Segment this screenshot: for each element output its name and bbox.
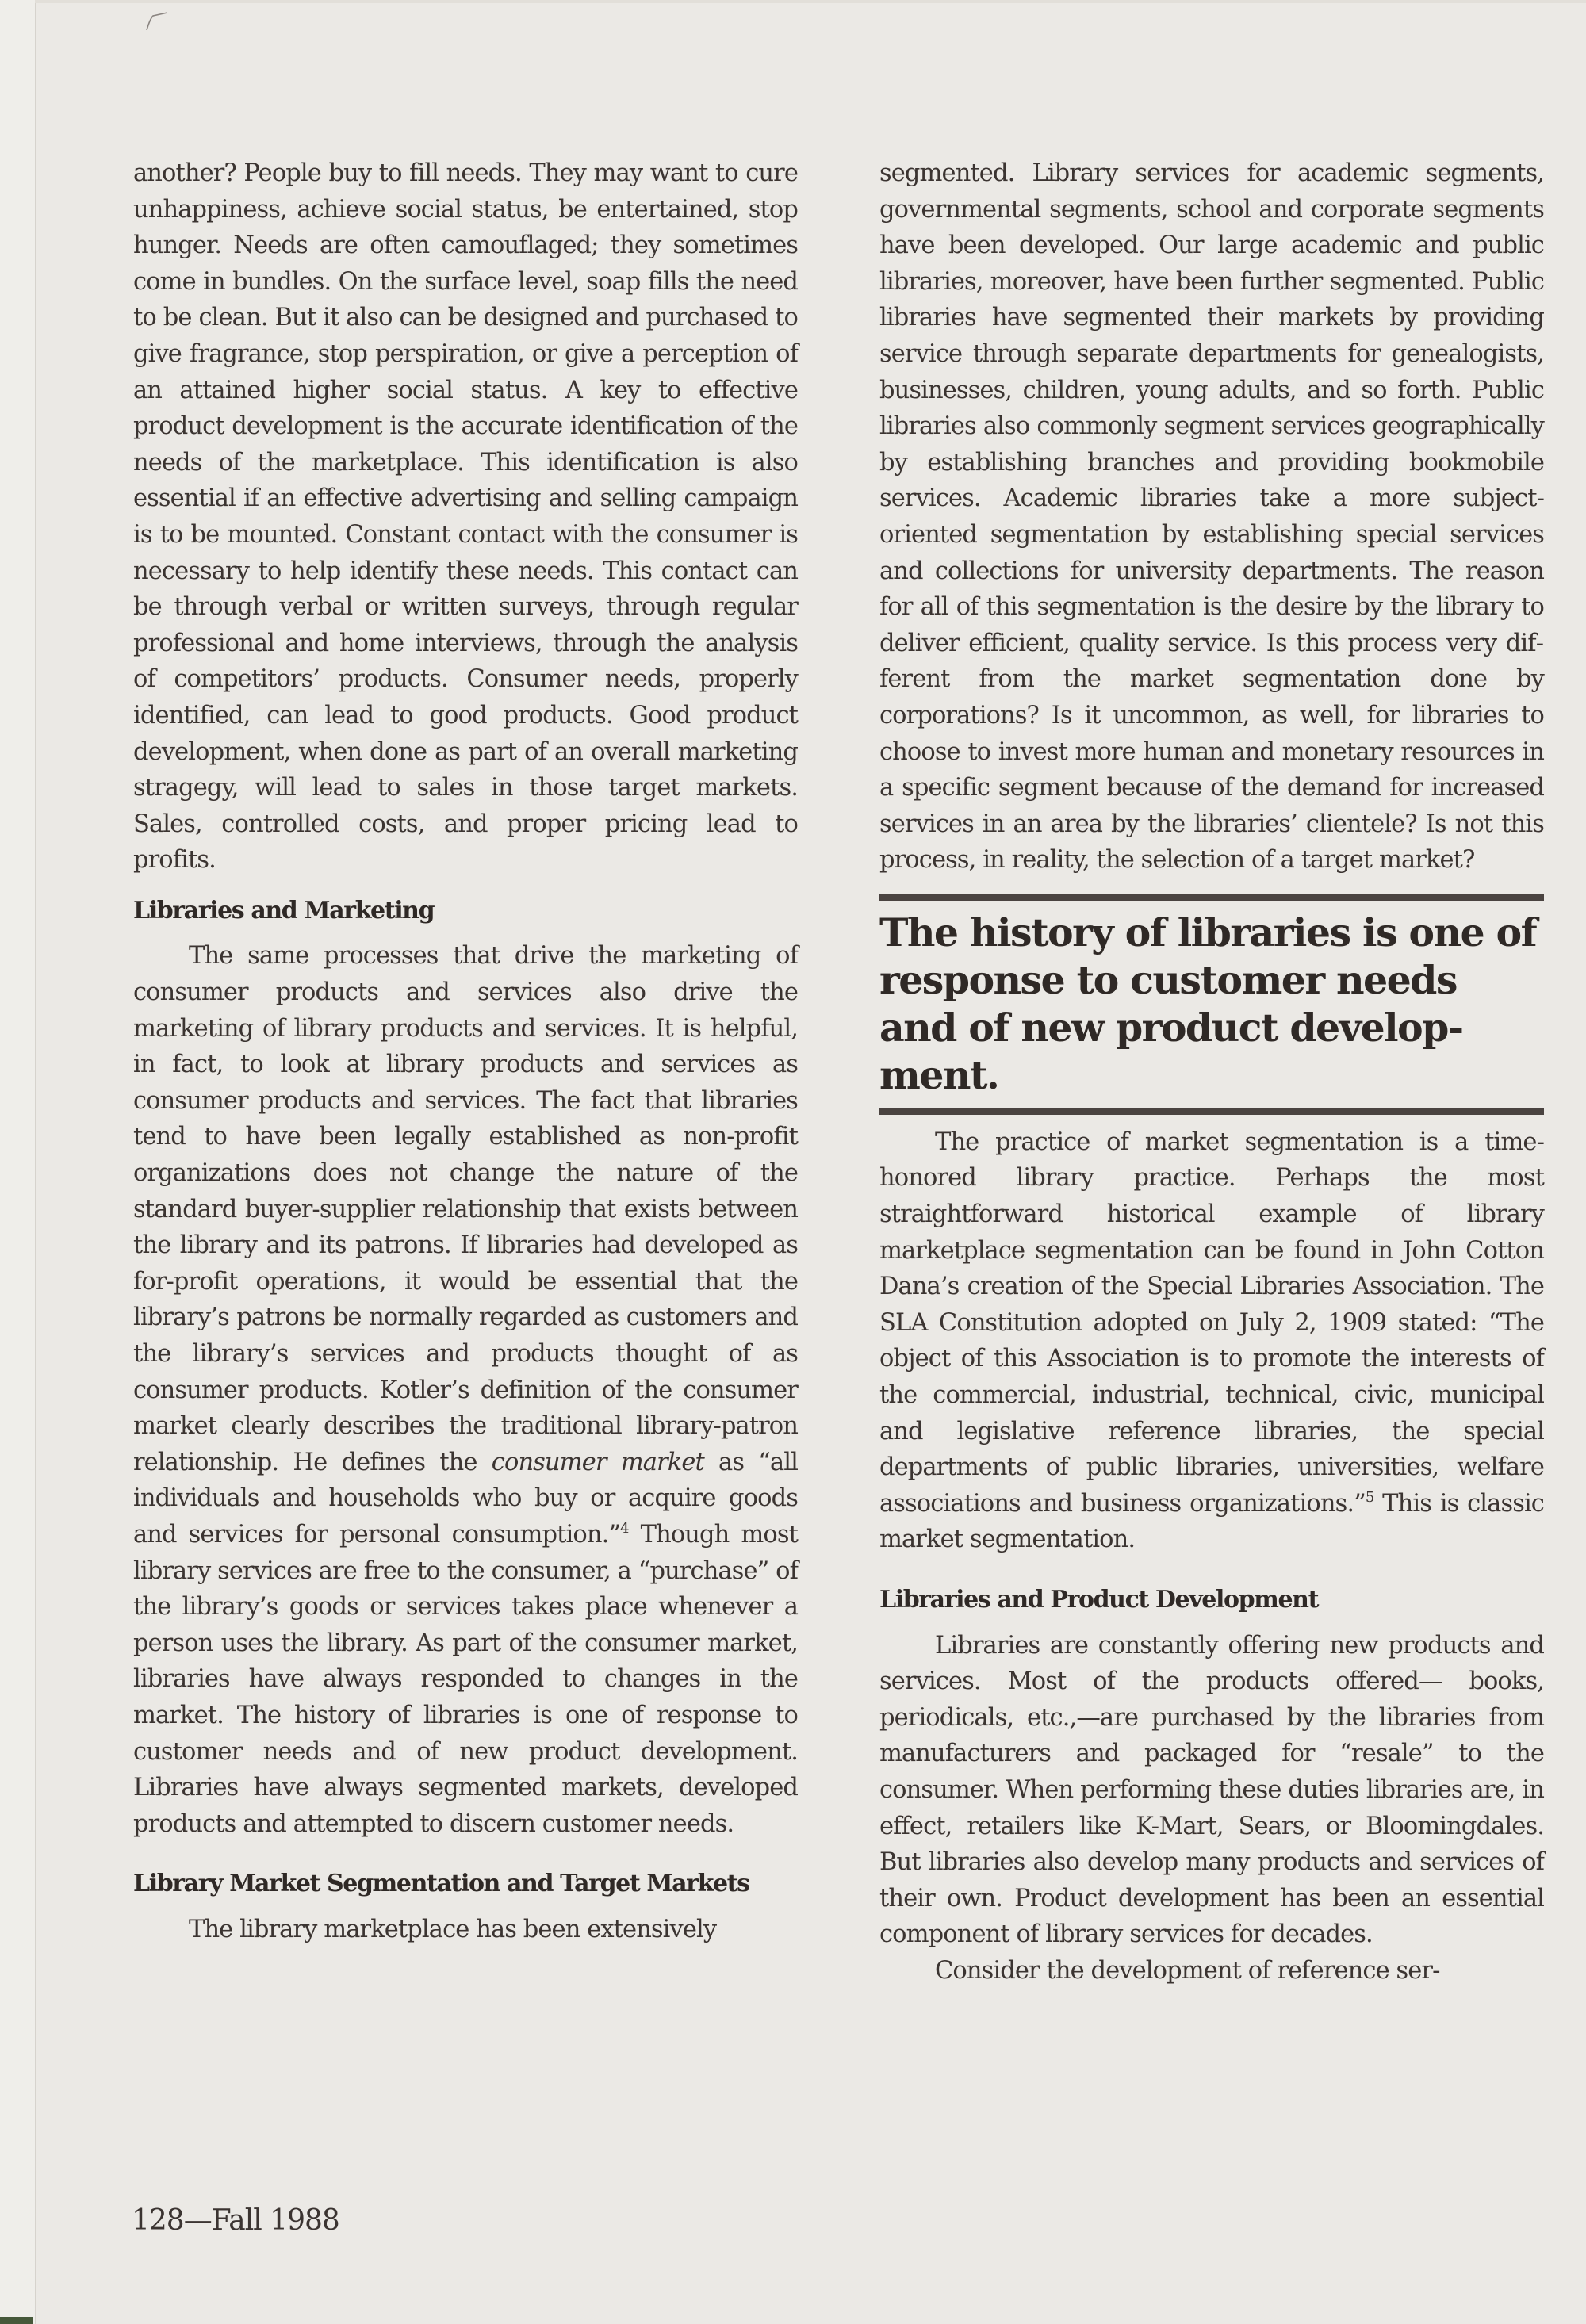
paragraph-needs: another? People buy to fill needs. They may want to cure unhappiness, achieve social status, be entertained, stop hunger. Needs are often camouflaged; they sometimes come in bundles. On the surface level, soap fills the need to be clean. But it also can be designed and purchased to give fragrance, stop perspiration, or give a perception of an attained higher social status. A key to effective product development is the accurate identification of the needs of the marketplace. This identification is also essential if an effective advertising and selling campaign is to be mounted. Constant contact with the consumer is necessary to help identify these needs. This contact can be through verbal or written surveys, through regular professional and home interviews, through the analysis of competitors’ products. Consumer needs, properly identified, can lead to good products. Good product development, when done as part of an overall marketing stragegy, will lead to sales in those target markets. Sales, controlled costs, and proper pricing lead to profits. bbox=[133, 159, 798, 875]
edge-color-tab bbox=[0, 2317, 33, 2324]
paragraph-segmented: segmented. Library services for academic segments, governmental segments, school and corporate segments have been developed. Our large academic and public libraries, moreover, have been further segmented. Public libraries have segmented their markets by providing service through separate departments for genealogists, businesses, children, young adults, and so forth. Public libraries also commonly segment services geographically by establishing branches and providing bookmobile services. Academic libraries take a more subject-oriented segmentation by establishing special services and collections for university departments. The reason for all of this segmentation is the desire by the library to deliver efficient, quality service. Is this process very different from the market segmentation done by corporations? Is it uncommon, as well, for libraries to choose to invest more human and monetary resources in a specific segment because of the demand for increased services in an area by the libraries’ clientele? Is not this process, in reality, the selection of a target market? bbox=[879, 159, 1544, 875]
left-column bbox=[133, 155, 798, 1948]
pull-quote-text: The history of libraries is one of response to customer needs and of new product development. bbox=[879, 909, 1537, 1098]
page-binding-edge bbox=[0, 0, 36, 2324]
text-run: Though most library services are free to the consumer, a “purchase” of the library’s goods or services takes place whenever a person uses the library. As part of the consumer market, libraries have always responded to changes in the market. The history of libraries is one of response to customer needs and of new product development. Libraries have always segmented markets, developed products and attempted to discern customer needs. bbox=[133, 1520, 798, 1838]
paragraph-libraries-marketing bbox=[133, 938, 798, 1842]
right-column bbox=[879, 155, 1544, 1989]
italic-term-consumer-market: consumer market bbox=[491, 1448, 704, 1476]
paragraph-sla bbox=[879, 1124, 1544, 1558]
pull-quote bbox=[879, 894, 1544, 1115]
page-folio: 128—Fall 1988 bbox=[132, 2204, 339, 2237]
text-run: as “all individuals and households who buy or acquire goods and services for personal consumption.” bbox=[133, 1448, 798, 1549]
text-run: This is classic market segmentation. bbox=[879, 1489, 1544, 1554]
paragraph-product-development: Libraries are constantly offering new products and services. Most of the products offered— books, periodicals, etc.,—are purchased by the libraries from manufacturers and packaged for “resale” to the consumer. When performing these duties libraries are, in effect, retailers like K-Mart, Sears, or Bloomingdales. But libraries also develop many products and services of their own. Product development has been an essential component of library services for decades. bbox=[879, 1631, 1544, 1949]
text-run: The practice of market segmentation is a time-honored library practice. Perhaps the most straightforward historical example of library marketplace segmentation can be found in John Cotton Dana’s creation of the Special Libraries Association. The SLA Constitution adopted on July 2, 1909 stated: “The object of this Association is to promote the interests of the commercial, industrial, technical, civic, municipal and legislative reference libraries, the special departments of public libraries, universities, welfare associations and business organizations.” bbox=[879, 1128, 1544, 1518]
paragraph-marketplace-start: The library marketplace has been extensively bbox=[189, 1915, 717, 1943]
heading-product-development: Libraries and Product Development bbox=[879, 1586, 1319, 1614]
heading-libraries-and-marketing: Libraries and Marketing bbox=[133, 896, 435, 925]
text-run: The same processes that drive the marketing of consumer products and services also drive the marketing of library products and services. It is helpful, in fact, to look at library products and services as consumer products and services. The fact that libraries tend to have been legally established as non-profit organizations does not change the nature of the standard buyer-supplier relationship that exists between the library and its patrons. If libraries had developed as for-profit operations, it would be essential that the library’s patrons be normally regarded as customers and the library’s services and products thought of as consumer products. Kotler’s definition of the consumer market clearly describes the traditional library-patron relationship. He defines the bbox=[133, 942, 798, 1476]
footnote-ref-5: 5 bbox=[1365, 1488, 1374, 1506]
footnote-ref-4: 4 bbox=[620, 1519, 629, 1537]
pen-mark-icon bbox=[145, 11, 169, 32]
heading-segmentation-target-markets: Library Market Segmentation and Target Markets bbox=[133, 1870, 749, 1898]
paragraph-reference-start: Consider the development of reference ser- bbox=[935, 1956, 1440, 1985]
top-page-edge bbox=[35, 0, 1586, 3]
